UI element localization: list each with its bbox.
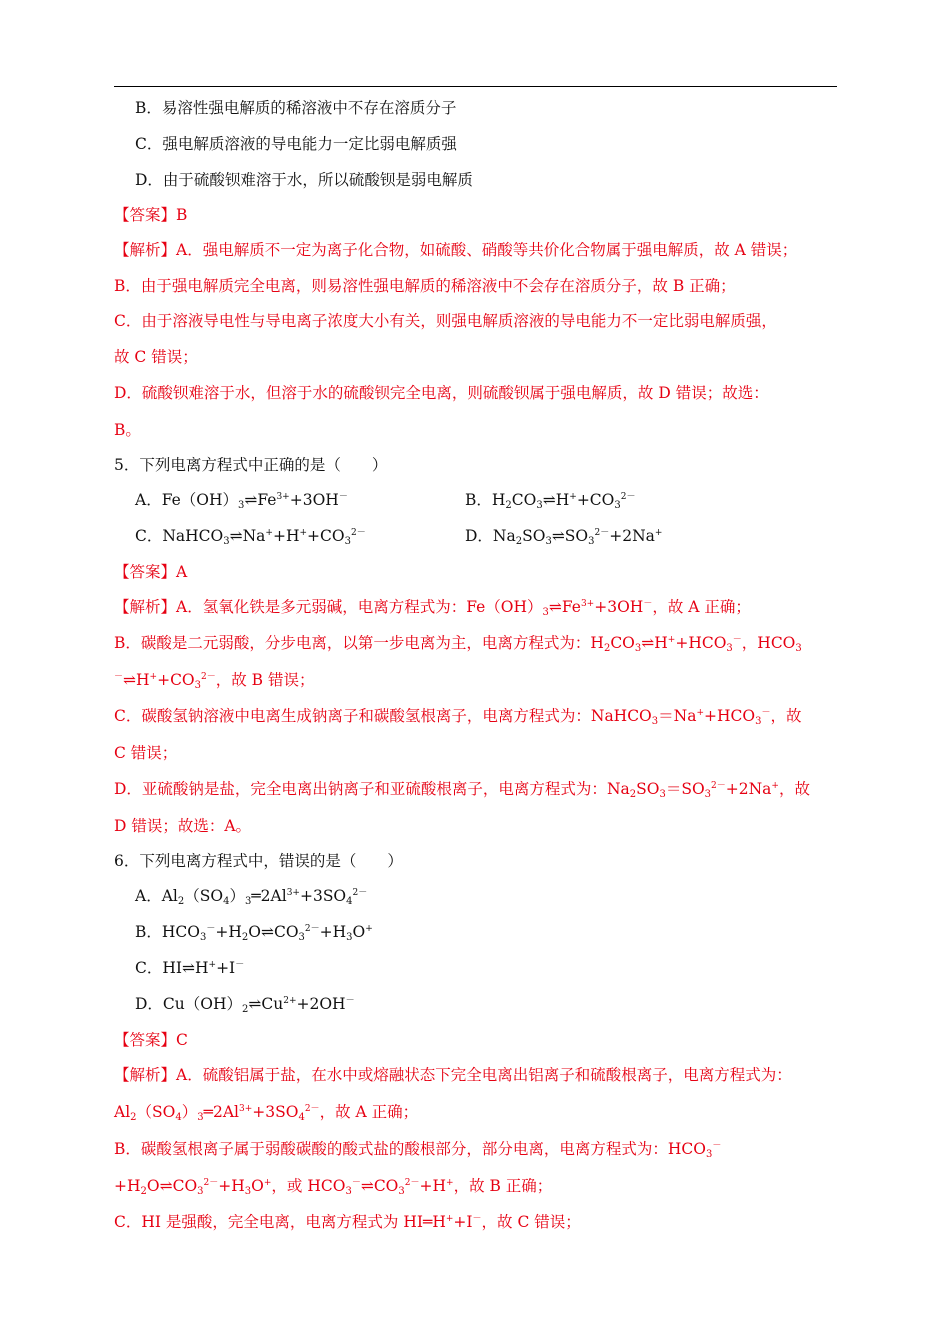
q5-explanation-c-text: C．碳酸氢钠溶液中电离生成钠离子和碳酸氢根离子，电离方程式为：	[114, 707, 591, 725]
header-rule	[114, 86, 837, 87]
q5-explanation-a: 【解析】A．氢氧化铁是多元弱碱，电离方程式为：$Fe(OH)_3\rightleftharpoons Fe^{3+}+3OH^-$，故 A 正确；	[114, 598, 751, 618]
q5-option-d: D．$Na_2SO_3\rightleftharpoons SO_3^{2-}+2Na^+$	[465, 527, 663, 547]
q5-explanation-b: B．碳酸是二元弱酸，分步电离，以第一步电离为主，电离方程式为：$H_2CO_3\rightleftharpoons H^++HCO_3^-$，$HCO_3$	[114, 634, 802, 654]
q6-stem: 6．下列电离方程式中，错误的是（ ）	[114, 852, 403, 870]
q6-option-d: D．$Cu(OH)_2\rightleftharpoons Cu^{2+}+2OH^-$	[135, 995, 355, 1015]
q6-explanation-a-cont: $Al_2(SO_4)_3═2Al^{3+}+3SO_4^{2-}$，故 A 正确；	[114, 1103, 419, 1123]
q6-option-a: A．$Al_2(SO_4)_3═2Al^{3+}+3SO_4^{2-}$	[135, 887, 368, 907]
q5-option-c: C．$NaHCO_3\rightleftharpoons Na^++H^++CO_3^{2-}$	[135, 527, 366, 547]
q6-option-c: C．HI⇌H++I－	[135, 959, 245, 977]
q4-explanation-d: D．硫酸钡难溶于水，但溶于水的硫酸钡完全电离，则硫酸钡属于强电解质，故 D 错误；故选：	[114, 384, 769, 402]
q4-answer: 【答案】B	[114, 206, 188, 224]
q6-option-b: B．$HCO_3^-+H_2O\rightleftharpoons CO_3^{2-}+H_3O^+$	[135, 923, 373, 943]
q5-explanation-b-cont: $^-\rightleftharpoons H^++CO_3^{2-}$，故 B 错误；	[114, 671, 315, 691]
q4-explanation-c-cont: 故 C 错误；	[114, 348, 198, 366]
q4-option-d: D．由于硫酸钡难溶于水，所以硫酸钡是弱电解质	[135, 171, 473, 189]
q4-option-c: C．强电解质溶液的导电能力一定比弱电解质强	[135, 135, 457, 153]
q5-explanation-d: D．亚硫酸钠是盐，完全电离出钠离子和亚硫酸根离子，电离方程式为：$Na_2SO_3=SO_3^{2-}+2Na^+$，故	[114, 780, 810, 800]
q5-option-b: B．$H_2CO_3\rightleftharpoons H^++CO_3^{2-}$	[465, 491, 636, 511]
q6-explanation-c: C．HI 是强酸，完全电离，电离方程式为 HI═H++I－，故 C 错误；	[114, 1213, 581, 1231]
q5-explanation-d-text: D．亚硫酸钠是盐，完全电离出钠离子和亚硫酸根离子，电离方程式为：	[114, 780, 607, 798]
q5-option-a: A．$Fe(OH)_3\rightleftharpoons Fe^{3+}+3OH^-$	[135, 491, 348, 511]
q4-explanation-a: 【解析】A．强电解质不一定为离子化合物，如硫酸、硝酸等共价化合物属于强电解质，故 A 错误；	[114, 241, 798, 259]
q5-explanation-c-cont: C 错误；	[114, 744, 178, 762]
q5-explanation-b-text: B．碳酸是二元弱酸，分步电离，以第一步电离为主，电离方程式为：	[114, 634, 591, 652]
q4-option-b: B．易溶性强电解质的稀溶液中不存在溶质分子	[135, 99, 457, 117]
q5-stem: 5．下列电离方程式中正确的是（ ）	[114, 456, 388, 474]
q6-answer: 【答案】C	[114, 1031, 188, 1049]
q5-explanation-d-cont: D 错误；故选：A。	[114, 817, 252, 835]
q6-explanation-b-text: B．碳酸氢根离子属于弱酸碳酸的酸式盐的酸根部分，部分电离，电离方程式为：	[114, 1140, 668, 1158]
q4-explanation-b: B．由于强电解质完全电离，则易溶性强电解质的稀溶液中不会存在溶质分子，故 B 正确；	[114, 277, 736, 295]
q6-explanation-b: B．碳酸氢根离子属于弱酸碳酸的酸式盐的酸根部分，部分电离，电离方程式为：$HCO_3^-$	[114, 1140, 722, 1160]
q4-explanation-c: C．由于溶液导电性与导电离子浓度大小有关，则强电解质溶液的导电能力不一定比弱电解质强，	[114, 312, 777, 330]
q5-explanation-c: C．碳酸氢钠溶液中电离生成钠离子和碳酸氢根离子，电离方程式为：$NaHCO_3=Na^++HCO_3^-$，故	[114, 707, 802, 727]
q5-answer: 【答案】A	[114, 563, 188, 581]
q4-explanation-d-cont: B。	[114, 421, 141, 439]
q6-explanation-a: 【解析】A．硫酸铝属于盐，在水中或熔融状态下完全电离出铝离子和硫酸根离子，电离方程式为：	[114, 1066, 792, 1084]
q6-explanation-b-cont: $+H_2O\rightleftharpoons CO_3^{2-}+H_3O^+$，或 $HCO_3^-\rightleftharpoons CO_3^{2-}+H^+$，故 B 正确；	[114, 1177, 553, 1197]
q6-explanation-c-text: C．HI 是强酸，完全电离，电离方程式为	[114, 1213, 399, 1231]
